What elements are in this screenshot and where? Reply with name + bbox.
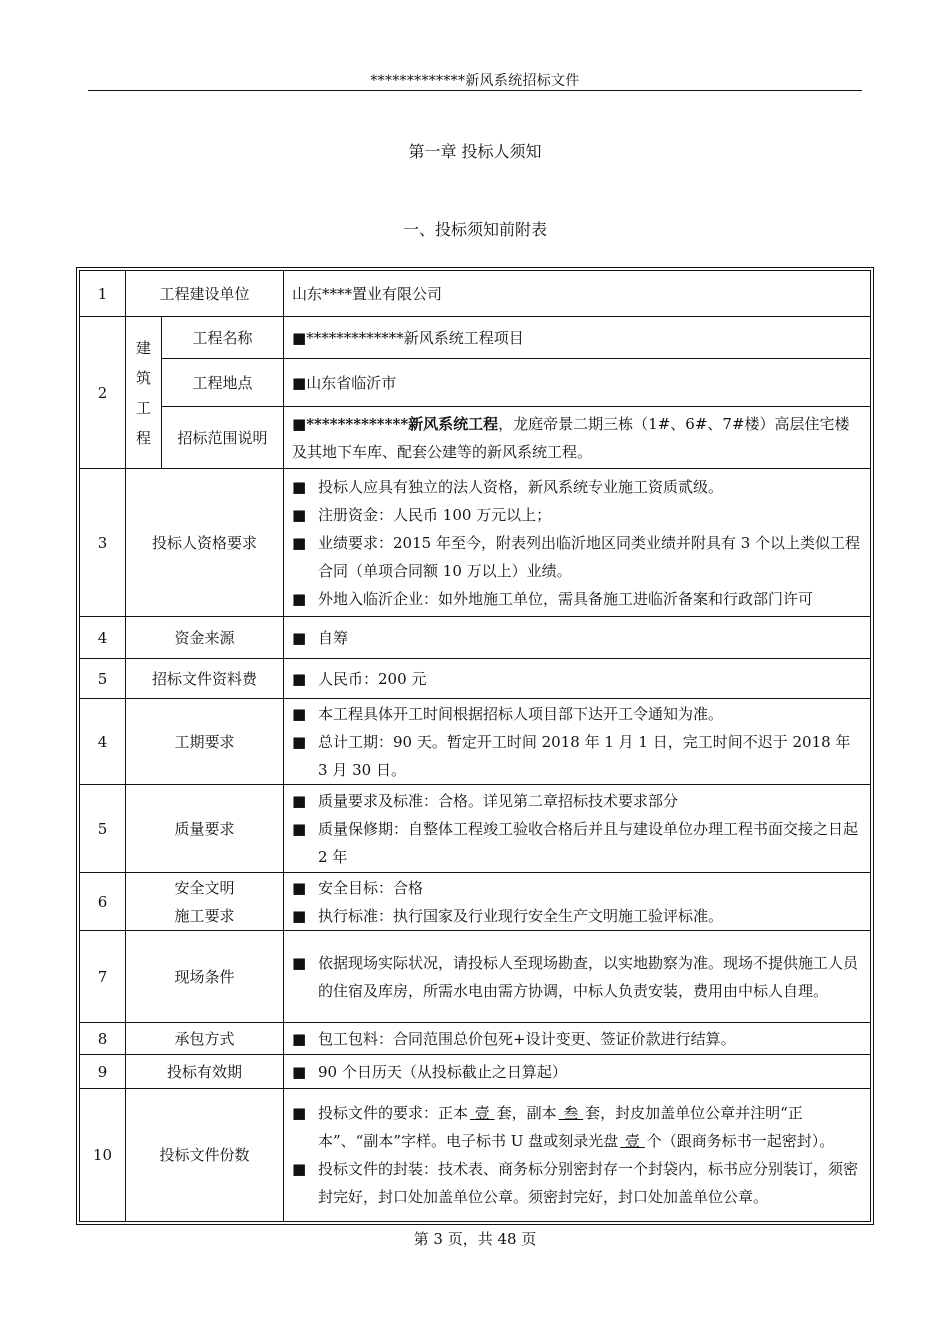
- row-value: ■山东省临沂市: [284, 359, 871, 407]
- document-header: *************新风系统招标文件: [370, 73, 580, 89]
- row-number: 4: [80, 617, 126, 659]
- table-row: [80, 659, 871, 699]
- bullet-square-icon: ■: [292, 791, 307, 810]
- row-number: 2: [80, 317, 126, 469]
- table-row: [80, 699, 871, 785]
- list-item: ■ 包工包料：合同范围总价包死+设计变更、签证价款进行结算。: [292, 1025, 862, 1053]
- row-label: 招标文件资料费: [126, 659, 284, 699]
- list-item: ■ 外地入临沂企业：如外地施工单位，需具备施工进临沂备案和行政部门许可: [292, 585, 862, 613]
- table-row: [80, 407, 871, 469]
- row-number: 10: [80, 1089, 126, 1222]
- scope-project-name: ■*************新风系统工程: [292, 414, 499, 433]
- header-rule: [88, 90, 862, 91]
- row-label: 资金来源: [126, 617, 284, 659]
- table-row: [80, 469, 871, 617]
- list-item: ■ 总计工期：90 天。暂定开工时间 2018 年 1 月 1 日，完工时间不迟于 2018 年 3 月 30 日。: [292, 728, 862, 784]
- list-item: ■ 投标人应具有独立的法人资格，新风系统专业施工资质贰级。: [292, 473, 862, 501]
- bullet-square-icon: ■: [292, 1160, 307, 1178]
- scope-description: ，龙庭帝景二期三栋（1#、6#、7#楼）高层住宅楼及其地下车库、配套公建等的新风系统工程。: [292, 414, 850, 461]
- row-value: [284, 1055, 871, 1089]
- row-value: [284, 469, 871, 617]
- bullet-square-icon: ■: [292, 704, 307, 723]
- row-label: 现场条件: [126, 931, 284, 1023]
- list-item: ■ 人民币：200 元: [292, 665, 862, 693]
- row-value: [284, 873, 871, 931]
- row-label: 工程名称: [162, 317, 284, 359]
- bullet-square-icon: ■: [292, 732, 307, 751]
- row-label: 工程建设单位: [126, 271, 284, 317]
- list-item: ■ 本工程具体开工时间根据招标人项目部下达开工令通知为准。: [292, 700, 862, 728]
- table-row: [80, 317, 871, 359]
- row-label: 招标范围说明: [162, 407, 284, 469]
- bullet-square-icon: ■: [292, 1104, 307, 1122]
- row-number: 4: [80, 699, 126, 785]
- group-label-building: [126, 317, 162, 469]
- list-item: ■ 投标文件的封装：技术表、商务标分别密封存一个封袋内，标书应分别装订，须密封完好，封口处加盖单位公章。须密封完好，封口处加盖单位公章。: [292, 1155, 862, 1211]
- row-label: 工程地点: [162, 359, 284, 407]
- chapter-title: 第一章 投标人须知: [408, 142, 542, 161]
- table-row: [80, 785, 871, 873]
- row-number: 6: [80, 873, 126, 931]
- row-value: 山东****置业有限公司: [284, 271, 871, 317]
- list-item: ■ 业绩要求：2015 年至今，附表列出临沂地区同类业绩并附具有 3 个以上类似工程合同（单项合同额 10 万以上）业绩。: [292, 529, 862, 585]
- section-title: 一、投标须知前附表: [402, 220, 547, 239]
- row-label: 工期要求: [126, 699, 284, 785]
- row-value: [284, 407, 871, 469]
- table-row: [80, 1089, 871, 1222]
- row-label: 质量要求: [126, 785, 284, 873]
- row-label: 投标有效期: [126, 1055, 284, 1089]
- table-row: [80, 359, 871, 407]
- bullet-square-icon: ■: [292, 628, 307, 647]
- table-row: [80, 271, 871, 317]
- row-label: 投标文件份数: [126, 1089, 284, 1222]
- row-value: [284, 1023, 871, 1055]
- table-row: [80, 931, 871, 1023]
- row-label: 投标人资格要求: [126, 469, 284, 617]
- row-label: 承包方式: [126, 1023, 284, 1055]
- list-item: ■ 90 个日历天（从投标截止之日算起）: [292, 1058, 862, 1086]
- bid-notice-table-frame: [76, 267, 874, 1225]
- row-value: [284, 785, 871, 873]
- row-number: 3: [80, 469, 126, 617]
- bullet-square-icon: ■: [292, 589, 307, 608]
- group-char: 程: [135, 428, 151, 447]
- bullet-square-icon: ■: [292, 1029, 307, 1048]
- group-char: 建: [135, 338, 151, 357]
- list-item: ■ 质量要求及标准：合格。详见第二章招标技术要求部分: [292, 787, 862, 815]
- original-copy-count: 壹: [470, 1104, 495, 1122]
- bullet-square-icon: ■: [292, 953, 307, 972]
- row-value: [284, 931, 871, 1023]
- bid-notice-table: [79, 270, 871, 1222]
- list-item: ■ 质量保修期：自整体工程竣工验收合格后并且与建设单位办理工程书面交接之日起 2 年: [292, 815, 862, 871]
- group-char: 工: [135, 398, 151, 417]
- row-value: [284, 659, 871, 699]
- bullet-square-icon: ■: [292, 878, 307, 897]
- row-number: 8: [80, 1023, 126, 1055]
- row-number: 1: [80, 271, 126, 317]
- row-value: [284, 1089, 871, 1222]
- list-item: ■ 依据现场实际状况，请投标人至现场勘查，以实地勘察为准。现场不提供施工人员的住宿及库房，所需水电由需方协调，中标人负责安装，费用由中标人自理。: [292, 949, 862, 1005]
- usb-disc-count: 壹: [620, 1132, 645, 1150]
- table-row: [80, 617, 871, 659]
- list-item: ■ 安全目标：合格: [292, 874, 862, 902]
- bullet-square-icon: ■: [292, 1062, 307, 1081]
- row-label: 安全文明 施工要求: [126, 873, 284, 931]
- row-value: [284, 699, 871, 785]
- bullet-square-icon: ■: [292, 669, 307, 688]
- table-row: [80, 1055, 871, 1089]
- list-item: ■ 自筹: [292, 624, 862, 652]
- list-item: ■ 执行标准：执行国家及行业现行安全生产文明施工验评标准。: [292, 902, 862, 930]
- row-number: 5: [80, 659, 126, 699]
- bullet-square-icon: ■: [292, 906, 307, 925]
- row-number: 9: [80, 1055, 126, 1089]
- list-item: ■ 投标文件的要求：正本 壹 套，副本 叁 套，封皮加盖单位公章并注明“正本”、“副本”字样。电子标书 U 盘或刻录光盘 壹 个（跟商务标书一起密封）。: [292, 1099, 862, 1155]
- bullet-square-icon: ■: [292, 505, 307, 524]
- row-value: ■*************新风系统工程项目: [284, 317, 871, 359]
- row-number: 5: [80, 785, 126, 873]
- group-char: 筑: [135, 368, 151, 387]
- table-row: [80, 1023, 871, 1055]
- row-value: [284, 617, 871, 659]
- bullet-square-icon: ■: [292, 477, 307, 496]
- row-number: 7: [80, 931, 126, 1023]
- list-item: ■ 注册资金：人民币 100 万元以上；: [292, 501, 862, 529]
- bullet-square-icon: ■: [292, 533, 307, 552]
- bullet-square-icon: ■: [292, 819, 307, 838]
- page-number: 第 3 页，共 48 页: [413, 1230, 537, 1248]
- table-row: [80, 873, 871, 931]
- duplicate-copy-count: 叁: [558, 1104, 584, 1122]
